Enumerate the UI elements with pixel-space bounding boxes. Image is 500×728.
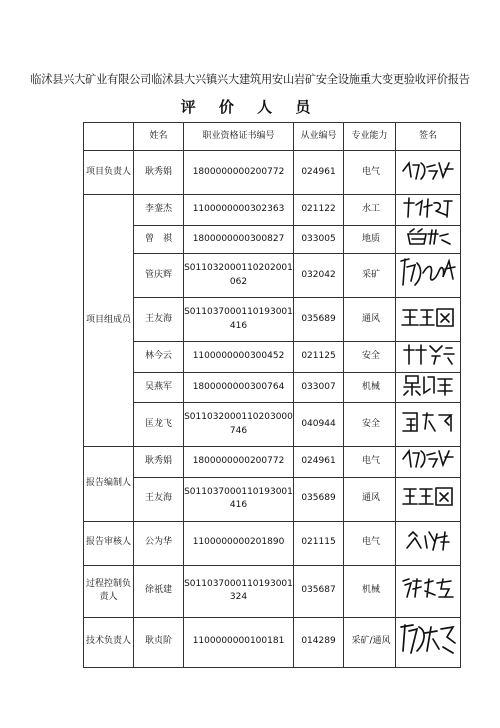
name-cell: 管庆辉 — [134, 254, 184, 298]
signature — [396, 298, 461, 342]
emp-cell: 033007 — [294, 372, 344, 403]
spec-cell: 通风 — [344, 477, 396, 521]
header-spec: 专业能力 — [344, 123, 396, 151]
name-cell: 王友海 — [134, 298, 184, 342]
emp-cell: 035687 — [294, 565, 344, 617]
signature — [396, 447, 461, 478]
table-row — [84, 195, 461, 226]
spec-cell: 采矿/通风 — [344, 617, 396, 667]
signature — [396, 565, 461, 617]
signature — [396, 521, 461, 565]
cert-cell: 1800000000300827 — [184, 225, 294, 254]
role-cell: 项目负责人 — [84, 151, 134, 195]
name-cell: 林今云 — [134, 342, 184, 373]
emp-cell: 024961 — [294, 447, 344, 478]
name-cell: 徐祇建 — [134, 565, 184, 617]
cert-cell: S011037000110193001324 — [184, 565, 294, 617]
emp-cell: 033005 — [294, 225, 344, 254]
cert-cell: 1800000000200772 — [184, 447, 294, 478]
table-row — [84, 254, 461, 298]
emp-cell: 021122 — [294, 195, 344, 226]
spec-cell: 通风 — [344, 298, 396, 342]
table-row — [84, 447, 461, 478]
cert-cell: S011037000110193001416 — [184, 477, 294, 521]
cert-cell: 1800000000200772 — [184, 151, 294, 195]
cert-cell: 1100000000300452 — [184, 342, 294, 373]
header-empty — [84, 123, 134, 151]
signature — [396, 151, 461, 195]
spec-cell: 电气 — [344, 521, 396, 565]
table-row — [84, 342, 461, 373]
spec-cell: 地质 — [344, 225, 396, 254]
name-cell: 耿秀娟 — [134, 151, 184, 195]
table-row — [84, 225, 461, 254]
evaluators-table — [83, 122, 461, 668]
cert-cell: 1100000000100181 — [184, 617, 294, 667]
name-cell: 匡龙飞 — [134, 403, 184, 447]
name-cell: 吴燕军 — [134, 372, 184, 403]
signature — [396, 617, 461, 667]
spec-cell: 安全 — [344, 342, 396, 373]
spec-cell: 采矿 — [344, 254, 396, 298]
spec-cell: 机械 — [344, 565, 396, 617]
spec-cell: 安全 — [344, 403, 396, 447]
signature — [396, 225, 461, 254]
name-cell: 王友海 — [134, 477, 184, 521]
table-row — [84, 617, 461, 667]
emp-cell: 024961 — [294, 151, 344, 195]
signature — [396, 254, 461, 298]
header-name: 姓名 — [134, 123, 184, 151]
cert-cell: S011032000110203000746 — [184, 403, 294, 447]
cert-cell: 1800000000300764 — [184, 372, 294, 403]
signature — [396, 372, 461, 403]
signature — [396, 403, 461, 447]
spec-cell: 电气 — [344, 151, 396, 195]
emp-cell: 021125 — [294, 342, 344, 373]
table-row — [84, 565, 461, 617]
section-title: 评 价 人 员 — [180, 98, 320, 116]
emp-cell: 021115 — [294, 521, 344, 565]
role-cell: 项目组成员 — [84, 195, 134, 447]
role-cell: 报告编制人 — [84, 447, 134, 522]
table-row — [84, 477, 461, 521]
spec-cell: 机械 — [344, 372, 396, 403]
report-title: 临沭县兴大矿业有限公司临沭县大兴镇兴大建筑用安山岩矿安全设施重大变更验收评价报告 — [30, 73, 470, 86]
role-cell: 技术负责人 — [84, 617, 134, 667]
name-cell: 耿贞阶 — [134, 617, 184, 667]
cert-cell: 1100000000302363 — [184, 195, 294, 226]
name-cell: 曾 祺 — [134, 225, 184, 254]
cert-cell: S011037000110193001416 — [184, 298, 294, 342]
table-row — [84, 298, 461, 342]
role-cell: 报告审核人 — [84, 521, 134, 565]
signature — [396, 477, 461, 521]
signature — [396, 342, 461, 373]
table-row — [84, 403, 461, 447]
cert-cell: S011032000110202001062 — [184, 254, 294, 298]
table-row — [84, 372, 461, 403]
emp-cell: 032042 — [294, 254, 344, 298]
emp-cell: 040944 — [294, 403, 344, 447]
header-emp: 从业编号 — [294, 123, 344, 151]
spec-cell: 水工 — [344, 195, 396, 226]
table-row — [84, 151, 461, 195]
header-cert: 职业资格证书编号 — [184, 123, 294, 151]
name-cell: 公为华 — [134, 521, 184, 565]
table-row — [84, 521, 461, 565]
name-cell: 李銮杰 — [134, 195, 184, 226]
role-cell: 过程控制负责人 — [84, 565, 134, 617]
emp-cell: 035689 — [294, 477, 344, 521]
spec-cell: 电气 — [344, 447, 396, 478]
emp-cell: 035689 — [294, 298, 344, 342]
name-cell: 耿秀娟 — [134, 447, 184, 478]
signature — [396, 195, 461, 226]
cert-cell: 1100000000201890 — [184, 521, 294, 565]
header-sig: 签名 — [396, 123, 461, 151]
emp-cell: 014289 — [294, 617, 344, 667]
header-row — [84, 123, 461, 151]
